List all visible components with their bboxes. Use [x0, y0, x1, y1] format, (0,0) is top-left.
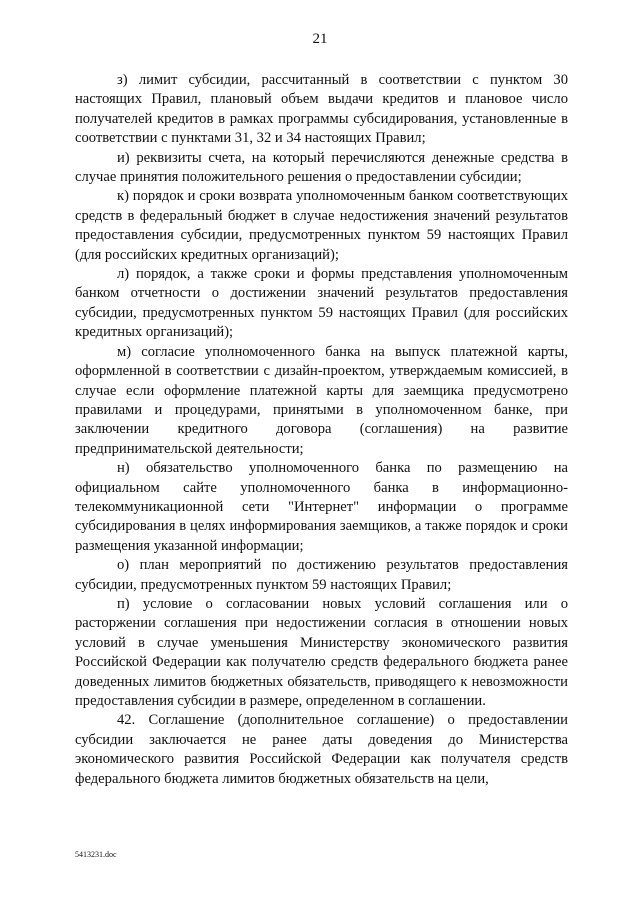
paragraph-k: к) порядок и сроки возврата уполномоченным банком соответствующих средств в федеральный бюджет в случае недостижения значений результатов предоставления субсидии, предусмотренных пунктом 59 настоящих Правил (для российских кредитных организаций);	[75, 188, 568, 263]
paragraph-42: 42. Соглашение (дополнительное соглашение) о предоставлении субсидии заключается не ранее даты доведения до Министерства экономического развития Российской Федерации как получателя средств федерального бюджета лимитов бюджетных обязательств на цели,	[75, 712, 568, 787]
footer-file-id: 5413231.doc	[75, 850, 117, 859]
paragraph-l: л) порядок, а также сроки и формы представления уполномоченным банком отчетности о достижении значений результатов предоставления субсидии, предусмотренных пунктом 59 настоящих Правил (для российских кредитных организаций);	[75, 266, 568, 341]
paragraph-m: м) согласие уполномоченного банка на выпуск платежной карты, оформленной в соответствии с дизайн-проектом, утверждаемым комиссией, в случае если оформление платежной карты для заемщика предусмотрено правилами и процедурами, принятыми в уполномоченном банке, при заключении кредитного договора (соглашения) на развитие предпринимательской деятельности;	[75, 343, 568, 457]
paragraph-i: и) реквизиты счета, на который перечисляются денежные средства в случае принятия положительного решения о предоставлении субсидии;	[75, 149, 568, 186]
paragraph-p: п) условие о согласовании новых условий соглашения или о расторжении соглашения при недостижении согласия в отношении новых условий в случае уменьшения Министерству экономического развития Российской Федерации как получателю средств федерального бюджета ранее доведенных лимитов бюджетных обязательств, приводящего к невозможности предоставления субсидии в размере, определенном в соглашении.	[75, 595, 568, 709]
paragraph-z: з) лимит субсидии, рассчитанный в соответствии с пунктом 30 настоящих Правил, плановый объем выдачи кредитов и плановое число получателей кредитов в рамках программы субсидирования, установленные в соответствии с пунктами 31, 32 и 34 настоящих Правил;	[75, 72, 568, 147]
page-number: 21	[312, 31, 328, 47]
paragraph-n: н) обязательство уполномоченного банка по размещению на официальном сайте уполномоченного банка в информационно-телекоммуникационной сети "Интернет" информации о программе субсидирования в целях информирования заемщиков, а также порядок и сроки размещения указанной информации;	[75, 460, 568, 554]
paragraph-o: о) план мероприятий по достижению результатов предоставления субсидии, предусмотренных пунктом 59 настоящих Правил;	[75, 557, 568, 593]
document-body	[75, 71, 568, 789]
